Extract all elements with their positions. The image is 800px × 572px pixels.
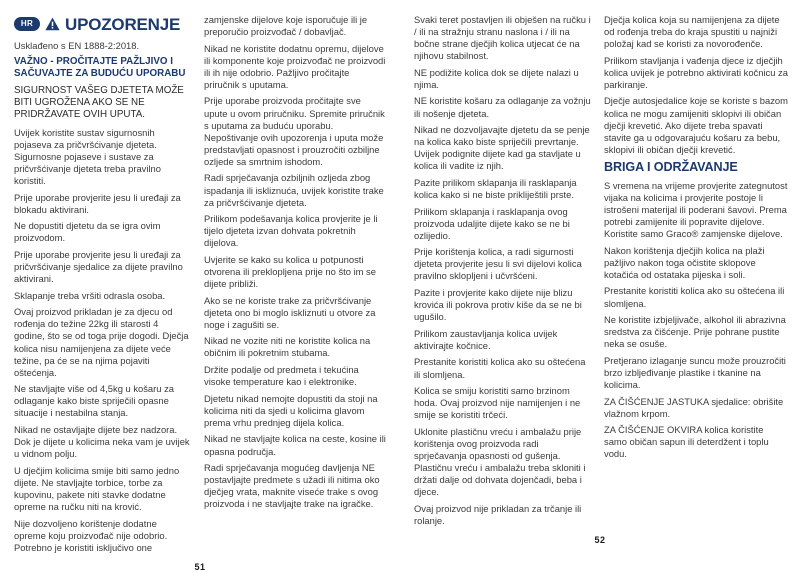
warning-paragraph: Prilikom zaustavljanja kolica uvijek aktivirajte kočnice. [414,327,558,351]
warning-paragraph: Radi sprječavanja mogućeg davljenja NE postavljajte predmete s užadi ili nitima oko dječjeg vrata, maknite viseće trake s ovog proizvoda i ne stavljajte trake na igračke. [204,462,380,510]
care-paragraph: Prestanite koristiti kolica ako su oštećena ili slomljena. [604,285,785,309]
page-right [400,0,800,565]
page-right-body [400,0,800,531]
warning-paragraph: Pazite i provjerite kako dijete nije blizu krovića ili pokrova protiv kiše da se ne bi ugušilo. [414,287,582,323]
warning-header [14,14,191,34]
warning-paragraph: Prilikom podešavanja kolica provjerite je li tijelo djeteta izvan dohvata pokretnih dijelova. [204,213,378,249]
care-paragraph: ZA ČIŠĆENJE OKVIRA kolica koristite samo običan sapun ili deterdžent i toplu vodu. [604,424,769,460]
warning-paragraph: Ovaj proizvod nije prikladan za trčanje ili rolanje. [414,502,582,526]
warning-paragraph: Nikad ne ostavljajte dijete bez nadzora. Dok je dijete u kolicima neka vam je uvijek u vidnom polju. [14,423,190,460]
child-safety-statement: SIGURNOST VAŠEG DJETETA MOŽE BITI UGROŽENA AKO SE NE PRIDRŽAVATE OVIH UPUTA. [14,84,184,121]
warning-paragraph: Uvjerite se kako su kolica u potpunosti otvorena ili preklopljena prije no što im se dijete približi. [204,253,376,290]
care-paragraph: ZA ČIŠĆENJE JASTUKA sjedalice: obrišite vlažnom krpom. [604,395,784,419]
page-right-column-1 [408,14,600,531]
warning-title: UPOZORENJE [65,14,181,34]
warning-paragraph: Prilikom stavljanja i vađenja djece iz dječjih kolica uvijek je potrebno aktivirati kočnicu za parkiranje. [604,54,788,90]
warning-paragraph: NE koristite košaru za odlaganje za vožnju ili nošenje djeteta. [414,95,591,119]
warning-paragraph: U dječjim kolicima smije biti samo jedno dijete. Ne stavljajte torbice, torbe za kupovinu, pakete niti stavke dodatne opreme na ručku niti na krović. [14,464,180,512]
page-left-footer [0,558,400,572]
section-heading-care-maintenance: BRIGA I ODRŽAVANJE [604,160,738,175]
care-paragraph: Nakon korištenja dječjih kolica na plaži pažljivo nakon toga očistite sklopove kotačića od ostataka pijeska i soli. [604,244,765,280]
care-paragraph: Ne koristite izbjeljivače, alkohol ili abrazivna sredstva za čišćenje. Prije pohrane pustite neka se osuše. [604,314,786,350]
standard-compliance-line: Usklađeno s EN 1888-2:2018. [14,40,140,51]
warning-paragraph: Nije dozvoljeno korištenje dodatne opreme koju proizvođač nije odobrio. Potrebno je koristiti isključivo one [14,517,168,553]
warning-paragraph: Dječje autosjedalice koje se koriste s bazom kolica ne mogu zamijeniti sklopivi ili običan dječji krevetić. Ako dijete treba spavati stavite ga u odgovarajuću košaru za bebu, sklopivi ili običan dječji krevetić. [604,95,788,155]
warning-paragraph: Prije uporabe provjerite jesu li uređaji za pričvršćivanje sjedalice za dijete pravilno aktivirani. [14,248,183,285]
warning-paragraph: Prilikom sklapanja i rasklapanja ovog proizvoda udaljite dijete kako se ne bi ozlijedio. [414,205,570,241]
page-left-column-2 [200,14,392,558]
warning-paragraph: Nikad ne dozvoljavajte djetetu da se penje na kolica kako biste spriječili prevrtanje. Uvijek podignite dijete kad ga stavljate u kolica ili vadite iz njih. [414,124,590,172]
warning-paragraph: Nikad ne vozite niti ne koristite kolica na običnim ili pokretnim stubama. [204,335,371,359]
page-number: 52 [594,535,606,546]
page-left-body [0,0,400,558]
warning-paragraph: Ne stavljajte više od 4,5kg u košaru za odlaganje kako biste spriječili opasne situacije i nestabilna stanja. [14,383,174,419]
warning-paragraph: Držite podalje od predmeta i tekućina visoke temperature kao i elektronike. [204,364,359,388]
page-left-col-1-paragraphs [14,127,191,554]
language-badge-hr: HR [14,17,40,31]
warning-paragraph: Prije korištenja kolica, a radi sigurnosti djeteta provjerite jesu li svi dijelovi kolica pravilno sklopljeni i učvršćeni. [414,246,582,282]
warning-paragraph: Ovaj proizvod prikladan je za djecu od rođenja do težine 22kg ili starosti 4 godine, što se od toga prije dogodi. Dječja kolica nisu namijenjena za dijete veće težine, pa će se na njima pojaviti oštećenja. [14,306,189,378]
page-number: 51 [194,562,206,572]
warning-paragraph: Sklapanje treba vršiti odrasla osoba. [14,289,166,301]
warning-paragraph: NE podižite kolica dok se dijete nalazi u njima. [414,66,579,90]
warning-paragraph: Kolica se smiju koristiti samo brzinom hoda. Ovaj proizvod nije namijenjen i ne smije se koristiti trčeći. [414,385,581,421]
care-paragraph: S vremena na vrijeme provjerite zategnutost vijaka na kolicima i provjerite postoje li istrošeni materijal ili poderani šavovi. Prema potrebi zamijenite ili popravite dijelove. Koristite samo Graco® zamjenske dijelove. [604,179,788,240]
warning-paragraph: zamjenske dijelove koje isporučuje ili je preporučio proizvođač / dobavljač. [204,14,368,38]
warning-paragraph: Djetetu nikad nemojte dopustiti da stoji na kolicima niti da sjedi u kolicima glavom prema vrhu prednjeg dijela kolica. [204,392,378,428]
page-right-column-2 [600,14,792,531]
warning-paragraph: Prestanite koristiti kolica ako su oštećena ili slomljena. [414,356,586,380]
warning-paragraph: Radi sprječavanja ozbiljnih ozljeda zbog ispadanja ili iskliznuća, uvijek koristite trake za pričvršćivanje djeteta. [204,172,384,208]
warning-paragraph: Nikad ne koristite dodatnu opremu, dijelove ili komponente koje proizvođač ne proizvodi ili ih nije odobrio. Pažljivo pročitajte priručnik s uputama. [204,42,386,90]
warning-paragraph: Dječja kolica koja su namijenjena za dijete od rođenja treba do kraja spustiti u najniži položaj kad se koristi za novorođenče. [604,14,780,50]
warning-paragraph: Nikad ne stavljajte kolica na ceste, kosine ili opasna područja. [204,433,386,457]
care-paragraph: Pretjerano izlaganje suncu može prouzročiti brzo izbljeđivanje plastike i tkanine na kolicima. [604,354,786,390]
important-heading: VAŽNO - PROČITAJTE PAŽLJIVO I SAČUVAJTE ZA BUDUĆU UPORABU [14,56,186,80]
warning-paragraph: Uvijek koristite sustav sigurnosnih pojaseva za pričvršćivanje djeteta. Sigurnosne pojaseve i sustave za pričvršćivanje djeteta treba pravilno koristiti. [14,126,161,187]
page-right-footer [400,531,800,565]
warning-paragraph: Pazite prilikom sklapanja ili rasklapanja kolica kako si ne biste prikliještili prste. [414,176,577,201]
warning-paragraph: Svaki teret postavljen ili obješen na ručku i / ili na stražnju stranu naslona i / ili na bočne strane dječjih kolica utjecat će na njihovu stabilnost. [414,14,591,62]
warning-paragraph: Ne dopustiti djetetu da se igra ovim proizvodom. [14,220,161,244]
warning-paragraph: Prije uporabe proizvoda pročitajte sve upute u ovom priručniku. Spremite priručnik s uputama za buduću uporabu. Nepoštivanje ovih upozorenja i uputa može predstavljati opasnost i prouzročiti ozbiljne ozljede sa smrtnim ishodom. [204,95,385,167]
page-left-column-1 [8,14,200,558]
warning-triangle-icon [45,17,60,31]
warning-paragraph: Prije uporabe provjerite jesu li uređaji za blokadu aktivirani. [14,191,181,215]
warning-paragraph: Uklonite plastičnu vreću i ambalažu prije korištenja ovog proizvoda radi sprječavanja opasnosti od gušenja. Plastičnu vreću i ambalažu treba skloniti i držati dalje od dohvata dojenčadi, beba i djece. [414,425,586,498]
warning-paragraph: Ako se ne koriste trake za pričvršćivanje djeteta ono bi moglo iskliznuti u otvore za noge i zagušiti se. [204,294,376,330]
